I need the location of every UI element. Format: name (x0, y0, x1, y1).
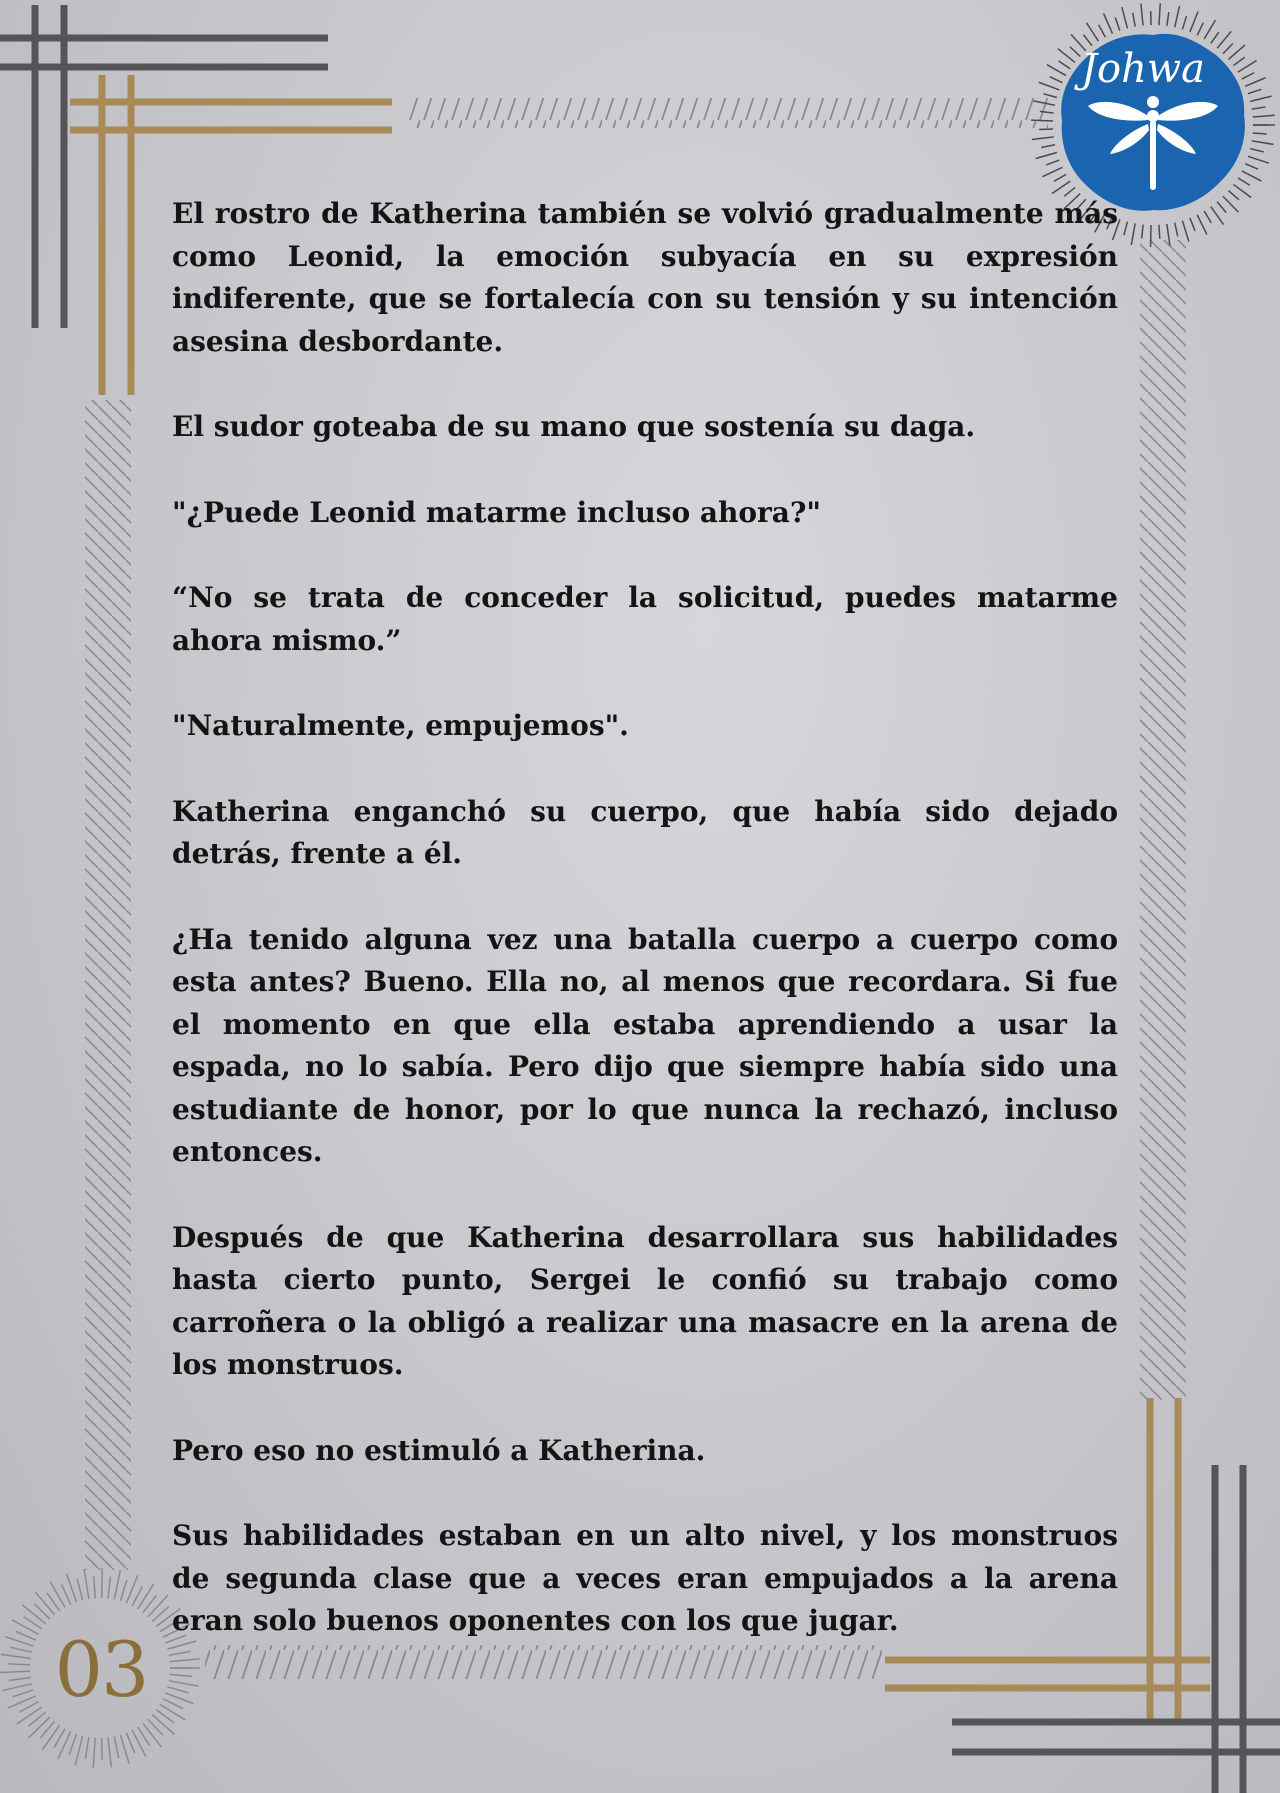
paragraph: Sus habilidades estaban en un alto nivel, y los monstruos de segunda clase que a veces eran empujados a la arena eran solo buenos oponentes con los que jugar. (172, 1519, 1118, 1637)
paragraph: "¿Puede Leonid matarme incluso ahora?" (172, 495, 821, 529)
paragraph: El sudor goteaba de su mano que sostenía su daga. (172, 410, 976, 443)
hatch-border-right (1140, 240, 1186, 1400)
paragraph: Después de que Katherina desarrollara sus habilidades hasta cierto punto, Sergei le confió su trabajo como carroñera o la obligó a realizar una masacre en la arena de los monstruos. (172, 1220, 1118, 1381)
paragraph: “No se trata de conceder la solicitud, puedes matarme ahora mismo.” (172, 581, 1118, 657)
document-body (172, 193, 1118, 1686)
page-number: 03 (54, 1625, 148, 1714)
paragraph: ¿Ha tenido alguna vez una batalla cuerpo a cuerpo como esta antes? Bueno. Ella no, al menos que recordara. Si fue el momento en que ella estaba aprendiendo a usar la espada, no lo sabía. Pero dijo que siempre había sido una estudiante de honor, por lo que nunca la rechazó, incluso entonces. (172, 922, 1118, 1168)
paragraph: Pero eso no estimuló a Katherina. (172, 1433, 706, 1467)
hatch-border-left (85, 400, 131, 1570)
paragraph: "Naturalmente, empujemos". (172, 709, 629, 742)
hatch-border-top (408, 98, 1048, 128)
logo-text: Johwa (1081, 46, 1205, 92)
paragraph: El rostro de Katherina también se volvió gradualmente más como Leonid, la emoción subyacía en su expresión indiferente, que se fortalecía con su tensión y su intención asesina desbordante. (172, 197, 1118, 358)
paragraph: Katherina enganchó su cuerpo, que había sido dejado detrás, frente a él. (172, 794, 1118, 870)
